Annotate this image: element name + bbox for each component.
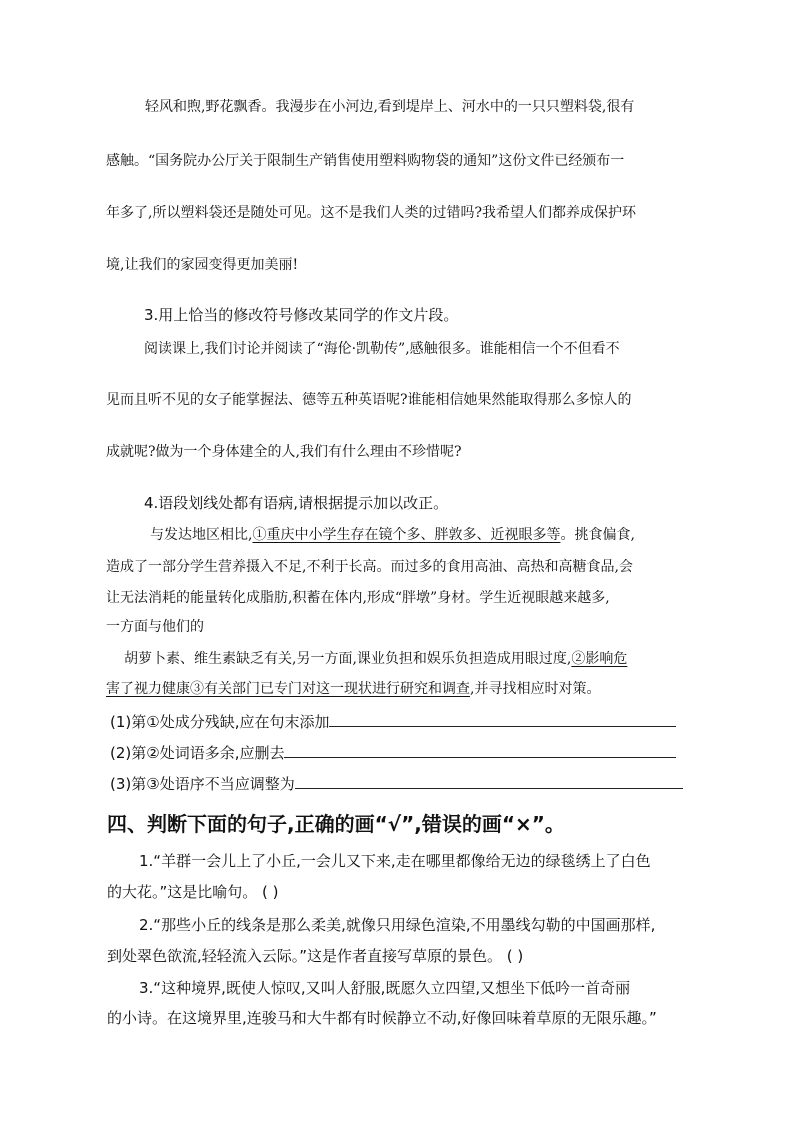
q4-title: 4.语段划线处都有语病,请根据提示加以改正。: [144, 494, 449, 512]
q3-line2: 见而且听不见的女子能掌握法、德等五种英语呢?谁能相信她果然能取得那么多惊人的: [106, 392, 632, 408]
q4-p5-pre: 胡萝卜素、维生素缺乏有关,另一方面,课业负担和娱乐负担造成用眼过度,: [124, 651, 572, 667]
section4-item1-line2: 的大花。”这是比喻句。 ( ): [107, 883, 279, 901]
q4-para-line6: [106, 678, 600, 698]
section4-item2-line1: 2.“那些小丘的线条是那么柔美,就像只用绿色渲染,不用墨线勾勒的中国画那样,: [139, 916, 656, 934]
q3-line1: 阅读课上,我们讨论并阅读了“海伦·凯勒传”,感触很多。谁能相信一个不但看不: [144, 341, 620, 357]
q4-para-line3: 让无法消耗的能量转化成脂肪,积蓄在体内,形成“胖墩”身材。学生近视眼越来越多,: [106, 590, 610, 606]
q4-para-line1: [150, 524, 635, 544]
q4-sub3-answer-blank[interactable]: [295, 774, 683, 789]
section4-item3-line2: 的小诗。在这境界里,连骏马和大牛都有时候静立不动,好像回味着草原的无限乐趣。”: [107, 1009, 657, 1027]
q4-sub2-label: (2)第②处词语多余,应删去: [110, 744, 285, 762]
q4-p1-pre: 与发达地区相比,: [150, 527, 253, 543]
passage1-line2: 感触。“国务院办公厅关于限制生产销售使用塑料购物袋的通知”这份文件已经颁布一: [106, 153, 625, 169]
q3-line3: 成就呢?做为一个身体建全的人,我们有什么理由不珍惜呢?: [106, 444, 462, 460]
q4-sub2-answer-blank[interactable]: [284, 743, 676, 758]
section4-item2-line2: 到处翠色欲流,轻轻流入云际。”这是作者直接写草原的景色。 ( ): [107, 947, 524, 965]
passage1-line1: 轻风和煦,野花飘香。我漫步在小河边,看到堤岸上、河水中的一只只塑料袋,很有: [145, 99, 635, 115]
q4-para-line2: 造成了一部分学生营养摄入不足,不利于长高。而过多的食用高油、高热和高糖食品,会: [106, 559, 633, 575]
q4-sub3-label: (3)第③处语序不当应调整为: [110, 775, 295, 793]
q4-sub3: [110, 773, 683, 794]
q4-para-line4: 一方面与他们的: [106, 619, 204, 635]
q4-underline-3: ③有关部门已专门对这一现状进行研究和调查: [190, 681, 470, 697]
q4-sub2: [110, 742, 676, 763]
q4-underline-2a: ②影响危: [571, 651, 628, 667]
q4-p6-post: ,并寻找相应时对策。: [470, 681, 601, 697]
q4-sub1-label: (1)第①处成分残缺,应在句末添加: [110, 713, 330, 731]
q3-title: 3.用上恰当的修改符号修改某同学的作文片段。: [144, 306, 459, 324]
q4-sub1: [110, 711, 676, 732]
q4-underline-1: ①重庆中小学生存在镜个多、胖敦多、近视眼多等: [252, 527, 561, 543]
q4-p1-post: 。挑食偏食,: [560, 527, 635, 543]
passage1-line4: 境,让我们的家园变得更加美丽!: [106, 257, 299, 273]
q4-para-line5: [124, 648, 627, 668]
passage1-line3: 年多了,所以塑料袋还是随处可见。这不是我们人类的过错吗?我希望人们都养成保护环: [106, 205, 636, 221]
q4-underline-2b: 害了视力健康: [106, 681, 190, 697]
section4-heading: 四、判断下面的句子,正确的画“√”,错误的画“×”。: [107, 812, 565, 836]
section4-item1-line1: 1.“羊群一会儿上了小丘,一会儿又下来,走在哪里都像给无边的绿毯绣上了白色: [139, 852, 651, 870]
section4-item3-line1: 3.“这种境界,既使人惊叹,又叫人舒服,既愿久立四望,又想坐下低吟一首奇丽: [139, 979, 631, 997]
q4-sub1-answer-blank[interactable]: [329, 712, 676, 727]
